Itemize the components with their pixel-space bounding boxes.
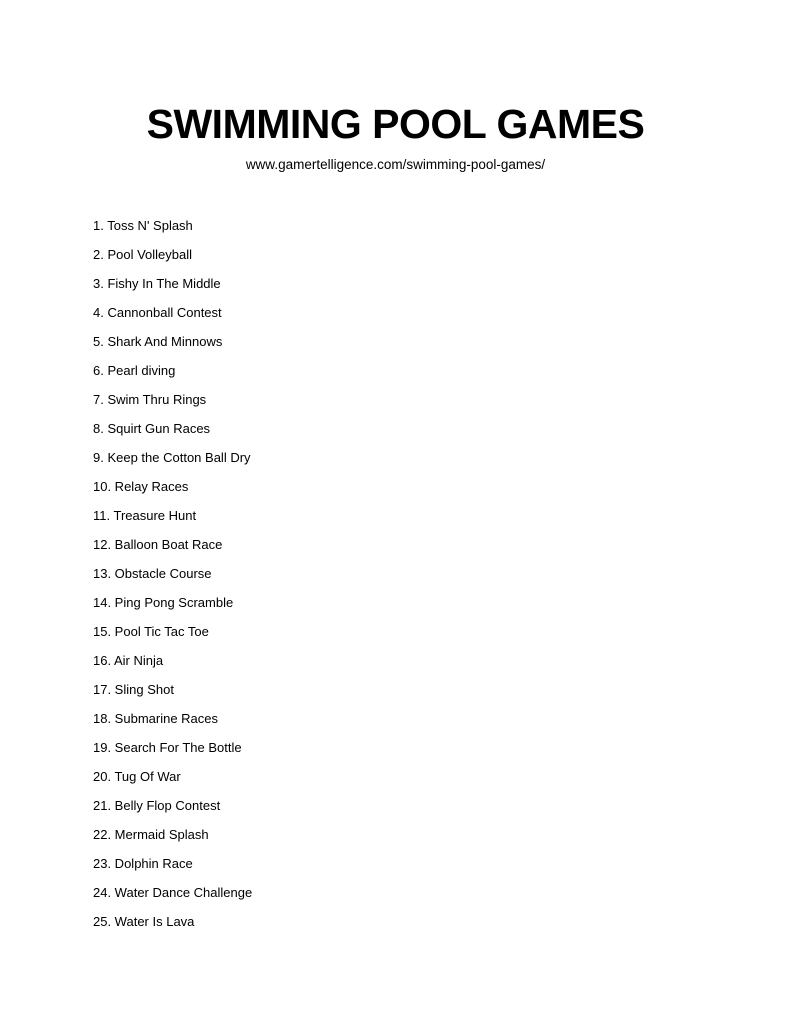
list-item: 19. Search For The Bottle xyxy=(93,740,242,755)
list-item: 9. Keep the Cotton Ball Dry xyxy=(93,450,251,465)
list-item: 15. Pool Tic Tac Toe xyxy=(93,624,209,639)
list-item: 21. Belly Flop Contest xyxy=(93,798,221,813)
games-list xyxy=(93,215,252,940)
page-title: SWIMMING POOL GAMES xyxy=(146,101,645,147)
list-item: 10. Relay Races xyxy=(93,479,189,494)
list-item: 18. Submarine Races xyxy=(93,711,219,726)
list-item: 14. Ping Pong Scramble xyxy=(93,595,234,610)
list-item: 16. Air Ninja xyxy=(93,653,164,668)
list-item: 7. Swim Thru Rings xyxy=(93,392,207,407)
list-item: 11. Treasure Hunt xyxy=(93,508,197,523)
list-item: 4. Cannonball Contest xyxy=(93,305,222,320)
list-item: 23. Dolphin Race xyxy=(93,856,193,871)
list-item: 6. Pearl diving xyxy=(93,363,176,378)
list-item: 22. Mermaid Splash xyxy=(93,827,209,842)
list-item: 12. Balloon Boat Race xyxy=(93,537,223,552)
list-item: 8. Squirt Gun Races xyxy=(93,421,211,436)
list-item: 5. Shark And Minnows xyxy=(93,334,223,349)
list-item: 1. Toss N' Splash xyxy=(93,218,193,233)
list-item: 2. Pool Volleyball xyxy=(93,247,193,262)
list-item: 25. Water Is Lava xyxy=(93,914,195,929)
list-item: 20. Tug Of War xyxy=(93,769,181,784)
list-item: 3. Fishy In The Middle xyxy=(93,276,221,291)
source-url: www.gamertelligence.com/swimming-pool-games/ xyxy=(245,157,546,172)
list-item: 17. Sling Shot xyxy=(93,682,174,697)
list-item: 24. Water Dance Challenge xyxy=(93,885,253,900)
list-item: 13. Obstacle Course xyxy=(93,566,212,581)
